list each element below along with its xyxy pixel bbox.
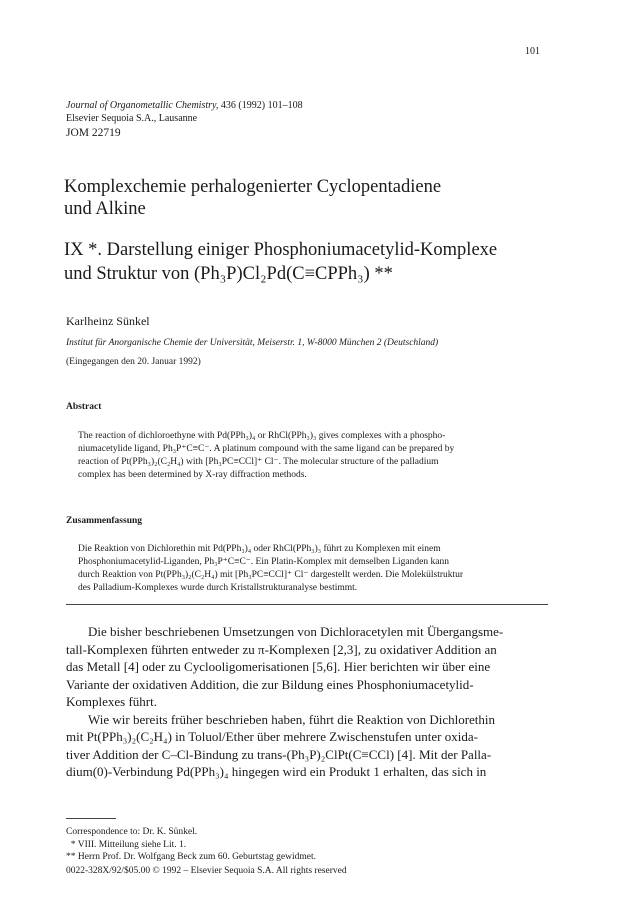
abstract-line: niumacetylide ligand, Ph₃P⁺C≡C⁻. A platinum compound with the same ligand can be prepared by xyxy=(78,444,455,454)
body-line: Variante der oxidativen Addition, die zur Bildung eines Phosphoniumacetylid- xyxy=(66,676,474,692)
zusammenfassung-line: Die Reaktion von Dichlorethin mit Pd(PPh₃)₄ oder RhCl(PPh₃)₃ führt zu Komplexen mit einem xyxy=(78,544,441,554)
author-affiliation: Institut für Anorganische Chemie der Universität, Meiserstr. 1, W-8000 München 2 (Deutschland) xyxy=(66,338,439,348)
title-line-2: und Alkine xyxy=(64,199,146,219)
subtitle-line-2: und Struktur von (Ph₃P)Cl₂Pd(C≡CPPh₃) ** xyxy=(64,264,393,284)
journal-publisher: Elsevier Sequoia S.A., Lausanne xyxy=(66,113,198,124)
zusammenfassung-line: Phosphoniumacetylid-Liganden, Ph₃P⁺C≡C⁻. Ein Platin-Komplex mit demselben Liganden kann xyxy=(78,557,449,567)
body-paragraph-1 xyxy=(66,623,548,641)
page-number: 101 xyxy=(525,46,540,57)
body-line: Komplexes führt. xyxy=(66,694,157,709)
article-title xyxy=(64,176,564,220)
body-line: Wie wir bereits früher beschrieben haben, führt die Reaktion von Dichlorethin xyxy=(88,711,496,727)
footnote-divider xyxy=(66,818,116,819)
body-line: Die bisher beschriebenen Umsetzungen von Dichloracetylen mit Übergangsme- xyxy=(88,624,504,639)
body-line: dium(0)-Verbindung Pd(PPh₃)₄ hingegen wird ein Produkt 1 erhalten, das sich in xyxy=(66,764,487,779)
journal-citation xyxy=(66,99,303,112)
body-text xyxy=(66,623,548,781)
body-line: mit Pt(PPh₃)₂(C₂H₄) in Toluol/Ether über mehrere Zwischenstufen unter oxida- xyxy=(66,729,478,744)
author-name: Karlheinz Sünkel xyxy=(66,314,150,328)
abstract-text xyxy=(78,430,548,482)
footnote-correspondence: Correspondence to: Dr. K. Sünkel. xyxy=(66,827,198,837)
journal-volume: 436 (1992) 101–108 xyxy=(218,100,303,111)
abstract-heading: Abstract xyxy=(66,402,102,412)
article-subtitle xyxy=(64,238,564,286)
abstract-line: reaction of Pt(PPh₃)₂(C₂H₄) with [Ph₃PC≡CCl]⁺ Cl⁻. The molecular structure of the palladium xyxy=(78,457,439,467)
body-line: tiver Addition der C–Cl-Bindung zu trans-(Ph₃P)₂ClPt(C≡CCl) [4]. Mit der Palla- xyxy=(66,746,492,762)
body-line: tall-Komplexen führten entweder zu π-Komplexen [2,3], zu oxidativer Addition an xyxy=(66,641,497,657)
footnote-2: ** Herrn Prof. Dr. Wolfgang Beck zum 60. Geburtstag gewidmet. xyxy=(66,852,316,862)
received-date: (Eingegangen den 20. Januar 1992) xyxy=(66,357,201,367)
journal-id: JOM 22719 xyxy=(66,127,121,139)
footnote-1: * VIII. Mitteilung siehe Lit. 1. xyxy=(66,839,187,850)
body-line: das Metall [4] oder zu Cyclooligomerisationen [5,6]. Hier berichten wir über eine xyxy=(66,659,491,674)
zusammenfassung-heading: Zusammenfassung xyxy=(66,516,143,526)
abstract-line: complex has been determined by X-ray diffraction methods. xyxy=(78,470,307,480)
zusammenfassung-text xyxy=(78,543,548,595)
body-paragraph-2 xyxy=(66,711,548,729)
title-line-1: Komplexchemie perhalogenierter Cyclopentadiene xyxy=(64,177,442,197)
journal-header xyxy=(66,99,303,140)
zusammenfassung-line: des Palladium-Komplexes wurde durch Kristallstrukturanalyse bestimmt. xyxy=(78,583,358,593)
section-divider xyxy=(66,604,548,605)
journal-name: Journal of Organometallic Chemistry, xyxy=(66,100,219,111)
abstract-line: The reaction of dichloroethyne with Pd(PPh₃)₄ or RhCl(PPh₃)₃ gives complexes with a phospho- xyxy=(78,431,446,441)
copyright-line: 0022-328X/92/$05.00 © 1992 – Elsevier Sequoia S.A. All rights reserved xyxy=(66,866,347,876)
zusammenfassung-line: durch Reaktion von Pt(PPh₃)₂(C₂H₄) mit [Ph₃PC≡CCl]⁺ Cl⁻ dargestellt werden. Die Molekülstruktur xyxy=(78,570,464,580)
footnotes xyxy=(66,826,316,864)
subtitle-line-1: IX *. Darstellung einiger Phosphoniumacetylid-Komplexe xyxy=(64,240,498,260)
